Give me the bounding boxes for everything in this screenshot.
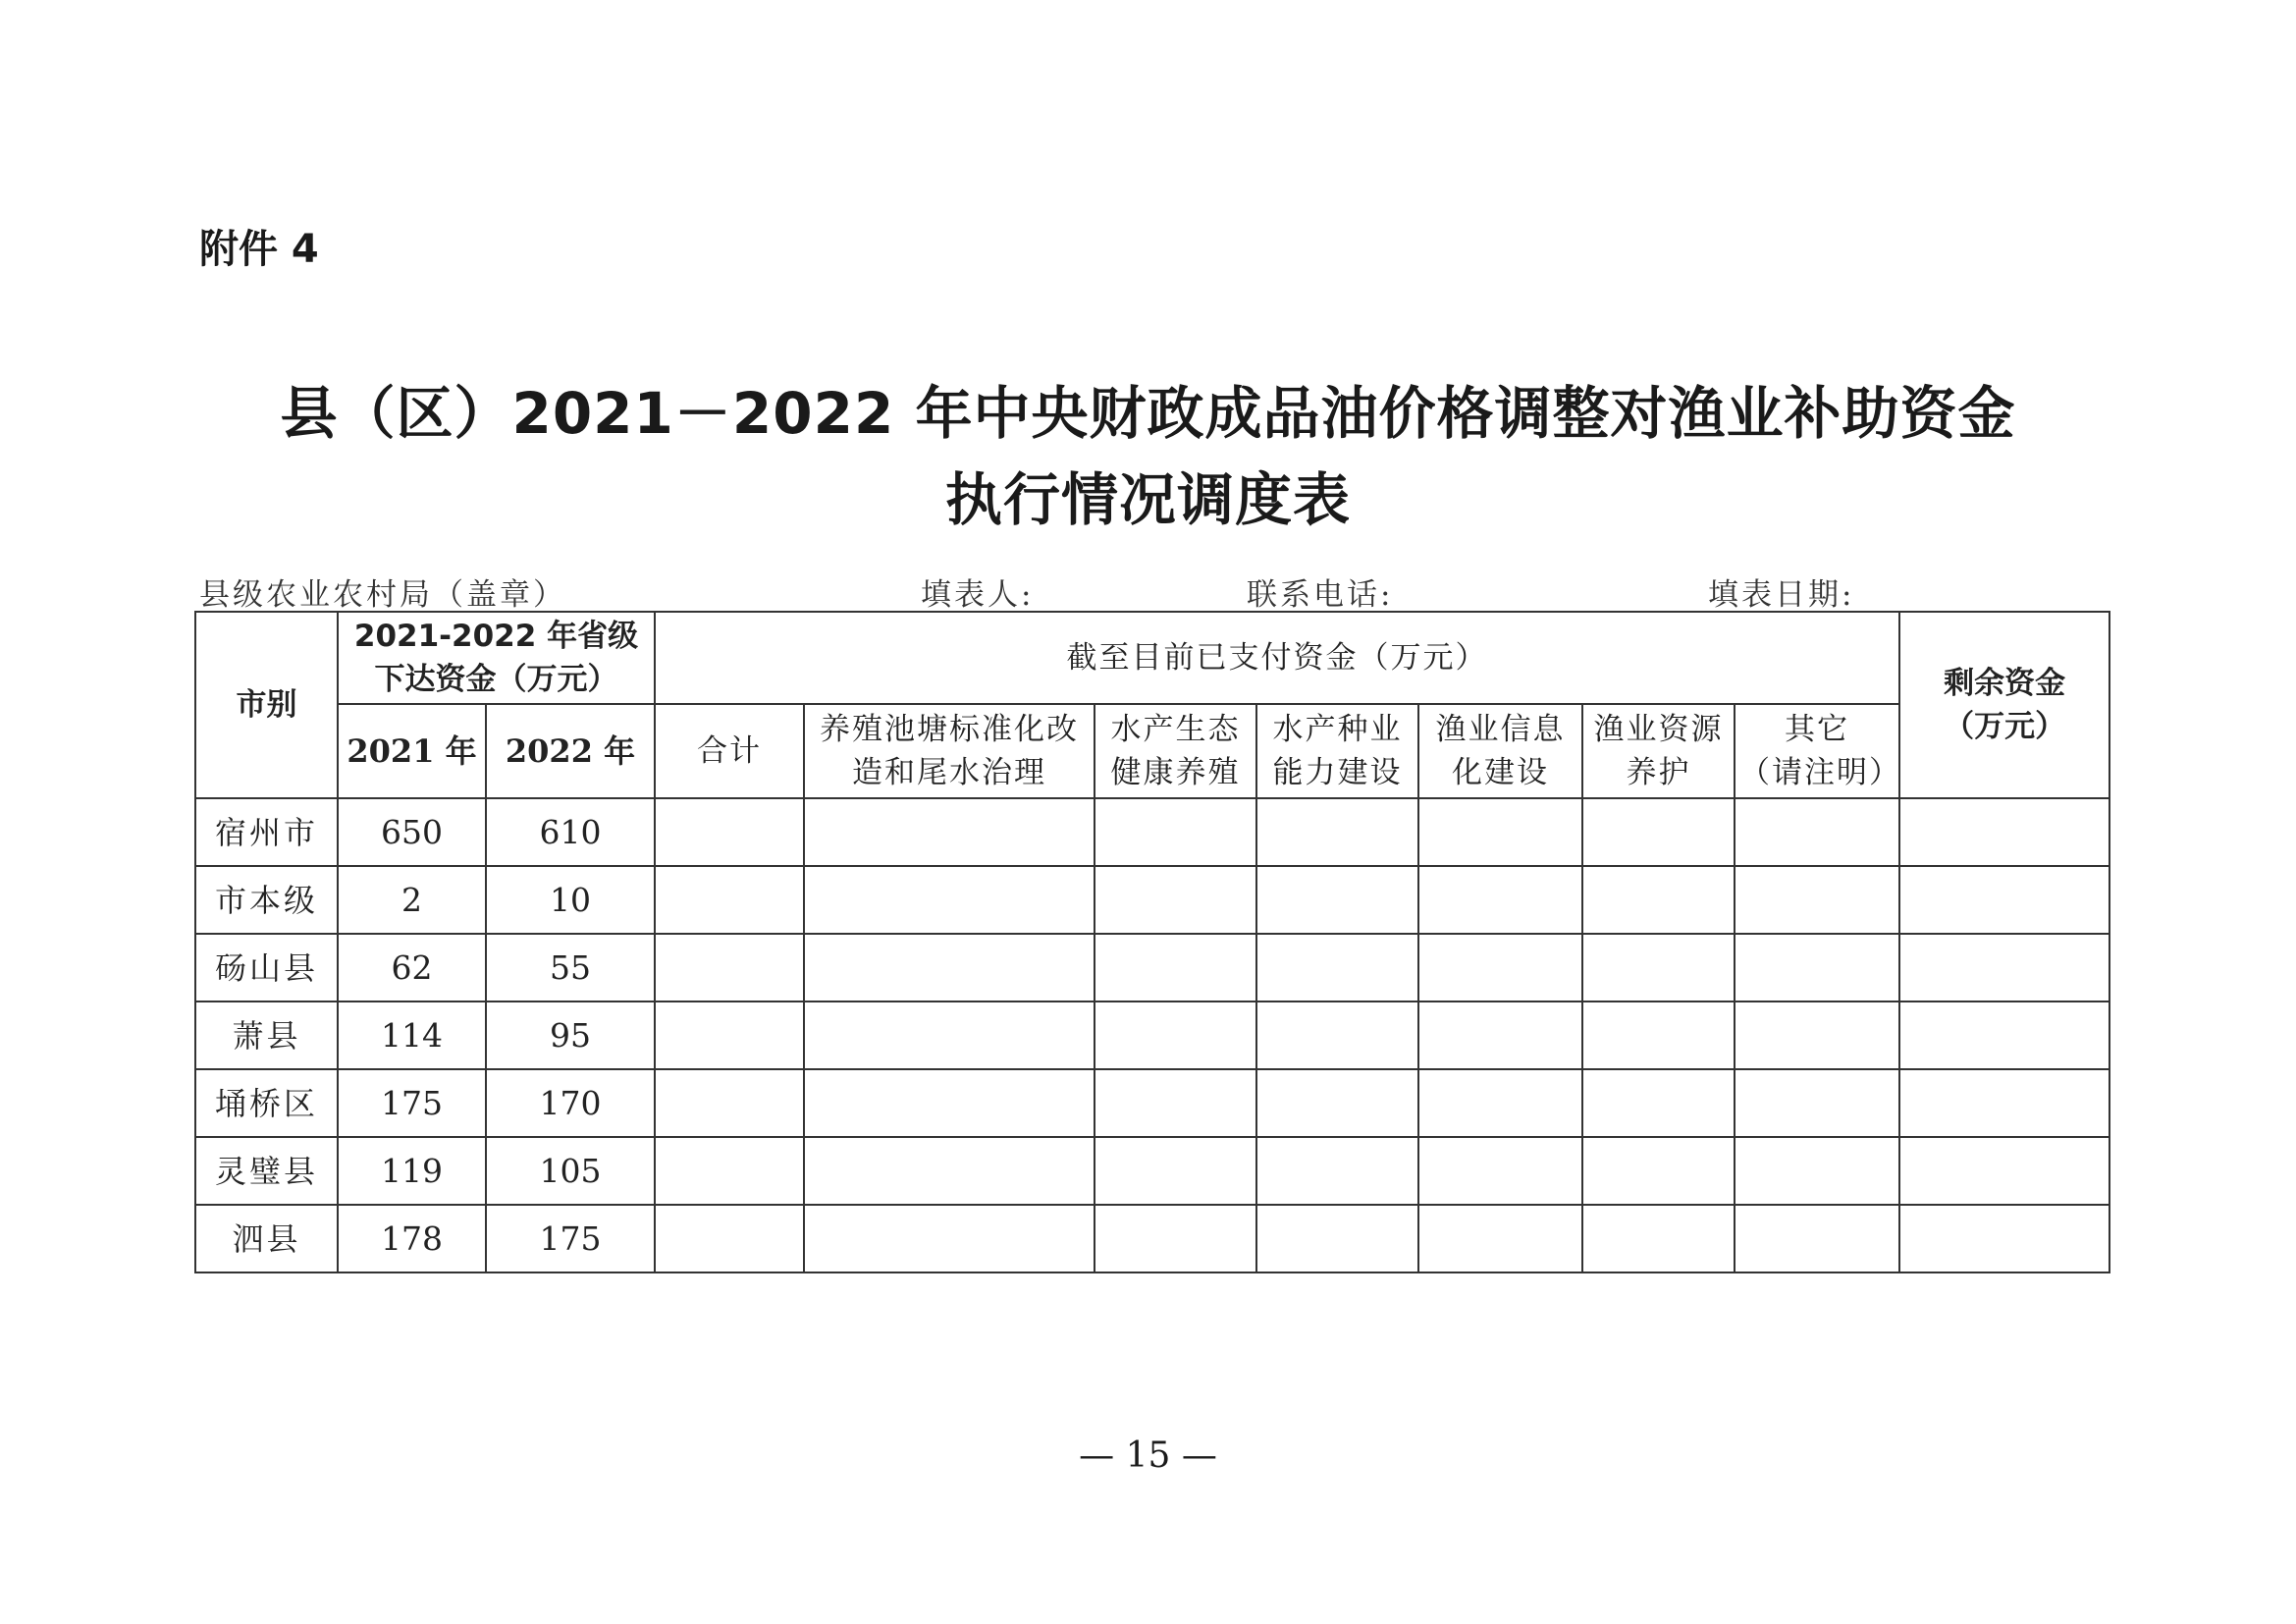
row-pond-cell[interactable] [804,1069,1095,1137]
row-2021-amount: 650 [338,798,486,866]
row-2021-amount: 175 [338,1069,486,1137]
table-row [195,1137,2109,1205]
header-c6-line1: 其它 [1785,712,1850,747]
row-remaining-cell[interactable] [1899,1137,2109,1205]
row-info-cell[interactable] [1418,1137,1582,1205]
row-city-name: 灵璧县 [195,1137,338,1205]
header-pond-standardization [804,704,1095,798]
row-info-cell[interactable] [1418,798,1582,866]
row-remaining-cell[interactable] [1899,934,2109,1001]
row-total-cell[interactable] [655,1001,804,1069]
row-2022-amount: 95 [486,1001,655,1069]
table-row [195,866,2109,934]
row-remaining-cell[interactable] [1899,1001,2109,1069]
header-c4-line1: 渔业信息 [1435,712,1566,747]
header-year-2022: 2022 年 [486,704,655,798]
attachment-label: 附件 4 [199,227,319,272]
row-seed-cell[interactable] [1256,1001,1418,1069]
header-c6-line2: （请注明） [1739,755,1901,790]
row-city-name: 萧县 [195,1001,338,1069]
header-row-1 [195,612,2109,704]
row-city-name: 泗县 [195,1205,338,1272]
row-city-name: 埇桥区 [195,1069,338,1137]
header-c1-line1: 养殖池塘标准化改 [820,712,1079,747]
row-eco-cell[interactable] [1095,1069,1256,1137]
header-c2-line1: 水产生态 [1110,712,1241,747]
row-2022-amount: 170 [486,1069,655,1137]
row-pond-cell[interactable] [804,934,1095,1001]
row-resource-cell[interactable] [1582,1205,1735,1272]
date-label: 填表日期: [1708,577,1855,613]
row-2021-amount: 178 [338,1205,486,1272]
header-c5-line1: 渔业资源 [1593,712,1724,747]
row-info-cell[interactable] [1418,1205,1582,1272]
row-resource-cell[interactable] [1582,934,1735,1001]
row-info-cell[interactable] [1418,1001,1582,1069]
header-c4-line2: 化建设 [1452,755,1549,790]
row-other-cell[interactable] [1735,934,1899,1001]
row-remaining-cell[interactable] [1899,1069,2109,1137]
row-seed-cell[interactable] [1256,1205,1418,1272]
header-paid-funds: 截至目前已支付资金（万元） [655,612,1899,704]
header-allocated-funds [338,612,655,704]
header-resource-conservation [1582,704,1735,798]
header-city: 市别 [195,612,338,798]
row-resource-cell[interactable] [1582,1069,1735,1137]
form-meta-row [0,569,2296,613]
phone-label: 联系电话: [1247,577,1394,613]
header-other [1735,704,1899,798]
header-c5-line2: 养护 [1626,755,1691,790]
row-2022-amount: 55 [486,934,655,1001]
row-total-cell[interactable] [655,1205,804,1272]
row-other-cell[interactable] [1735,1205,1899,1272]
row-total-cell[interactable] [655,1137,804,1205]
header-eco-aquaculture [1095,704,1256,798]
row-resource-cell[interactable] [1582,798,1735,866]
row-total-cell[interactable] [655,798,804,866]
row-2022-amount: 610 [486,798,655,866]
row-seed-cell[interactable] [1256,1137,1418,1205]
fund-execution-table [194,611,2110,1273]
row-pond-cell[interactable] [804,866,1095,934]
row-remaining-cell[interactable] [1899,1205,2109,1272]
row-seed-cell[interactable] [1256,798,1418,866]
row-total-cell[interactable] [655,866,804,934]
page-number: — 15 — [1079,1435,1217,1476]
table-row [195,1205,2109,1272]
header-c3-line2: 能力建设 [1272,755,1403,790]
row-pond-cell[interactable] [804,1205,1095,1272]
row-pond-cell[interactable] [804,798,1095,866]
row-2021-amount: 119 [338,1137,486,1205]
header-c1-line2: 造和尾水治理 [852,755,1046,790]
row-other-cell[interactable] [1735,798,1899,866]
row-eco-cell[interactable] [1095,934,1256,1001]
row-2022-amount: 105 [486,1137,655,1205]
row-pond-cell[interactable] [804,1137,1095,1205]
header-c3-line1: 水产种业 [1272,712,1403,747]
row-eco-cell[interactable] [1095,1205,1256,1272]
row-other-cell[interactable] [1735,866,1899,934]
header-year-2021: 2021 年 [338,704,486,798]
row-2022-amount: 175 [486,1205,655,1272]
row-resource-cell[interactable] [1582,1001,1735,1069]
row-eco-cell[interactable] [1095,866,1256,934]
table-row [195,1069,2109,1137]
row-city-name: 宿州市 [195,798,338,866]
header-row-2 [195,704,2109,798]
header-allocated-line1: 2021-2022 年省级 [353,619,639,654]
row-total-cell[interactable] [655,1069,804,1137]
row-other-cell[interactable] [1735,1069,1899,1137]
header-remaining-line1: 剩余资金 [1944,666,2066,701]
header-remaining-line2: （万元） [1944,709,2066,744]
document-title: 县（区）2021－2022 年中央财政成品油价格调整对渔业补助资金 [280,380,2016,447]
row-seed-cell[interactable] [1256,1069,1418,1137]
row-total-cell[interactable] [655,934,804,1001]
header-allocated-line2: 下达资金（万元） [374,662,618,697]
table-row [195,798,2109,866]
row-seed-cell[interactable] [1256,934,1418,1001]
row-info-cell[interactable] [1418,866,1582,934]
row-eco-cell[interactable] [1095,1001,1256,1069]
table-row [195,1001,2109,1069]
table-row [195,934,2109,1001]
row-remaining-cell[interactable] [1899,866,2109,934]
header-remaining-funds [1899,612,2109,798]
row-city-name: 市本级 [195,866,338,934]
row-other-cell[interactable] [1735,1137,1899,1205]
row-other-cell[interactable] [1735,1001,1899,1069]
row-pond-cell[interactable] [804,1001,1095,1069]
row-resource-cell[interactable] [1582,866,1735,934]
row-info-cell[interactable] [1418,934,1582,1001]
row-eco-cell[interactable] [1095,1137,1256,1205]
row-2021-amount: 62 [338,934,486,1001]
row-info-cell[interactable] [1418,1069,1582,1137]
header-total: 合计 [655,704,804,798]
unit-stamp-label: 县级农业农村局（盖章） [199,577,566,613]
row-city-name: 砀山县 [195,934,338,1001]
header-c2-line2: 健康养殖 [1110,755,1241,790]
row-resource-cell[interactable] [1582,1137,1735,1205]
row-seed-cell[interactable] [1256,866,1418,934]
row-2021-amount: 114 [338,1001,486,1069]
document-title-line2: 执行情况调度表 [944,466,1351,533]
row-2021-amount: 2 [338,866,486,934]
row-2022-amount: 10 [486,866,655,934]
row-eco-cell[interactable] [1095,798,1256,866]
row-remaining-cell[interactable] [1899,798,2109,866]
header-seed-industry [1256,704,1418,798]
filler-label: 填表人: [921,577,1035,613]
header-fishery-informatization [1418,704,1582,798]
